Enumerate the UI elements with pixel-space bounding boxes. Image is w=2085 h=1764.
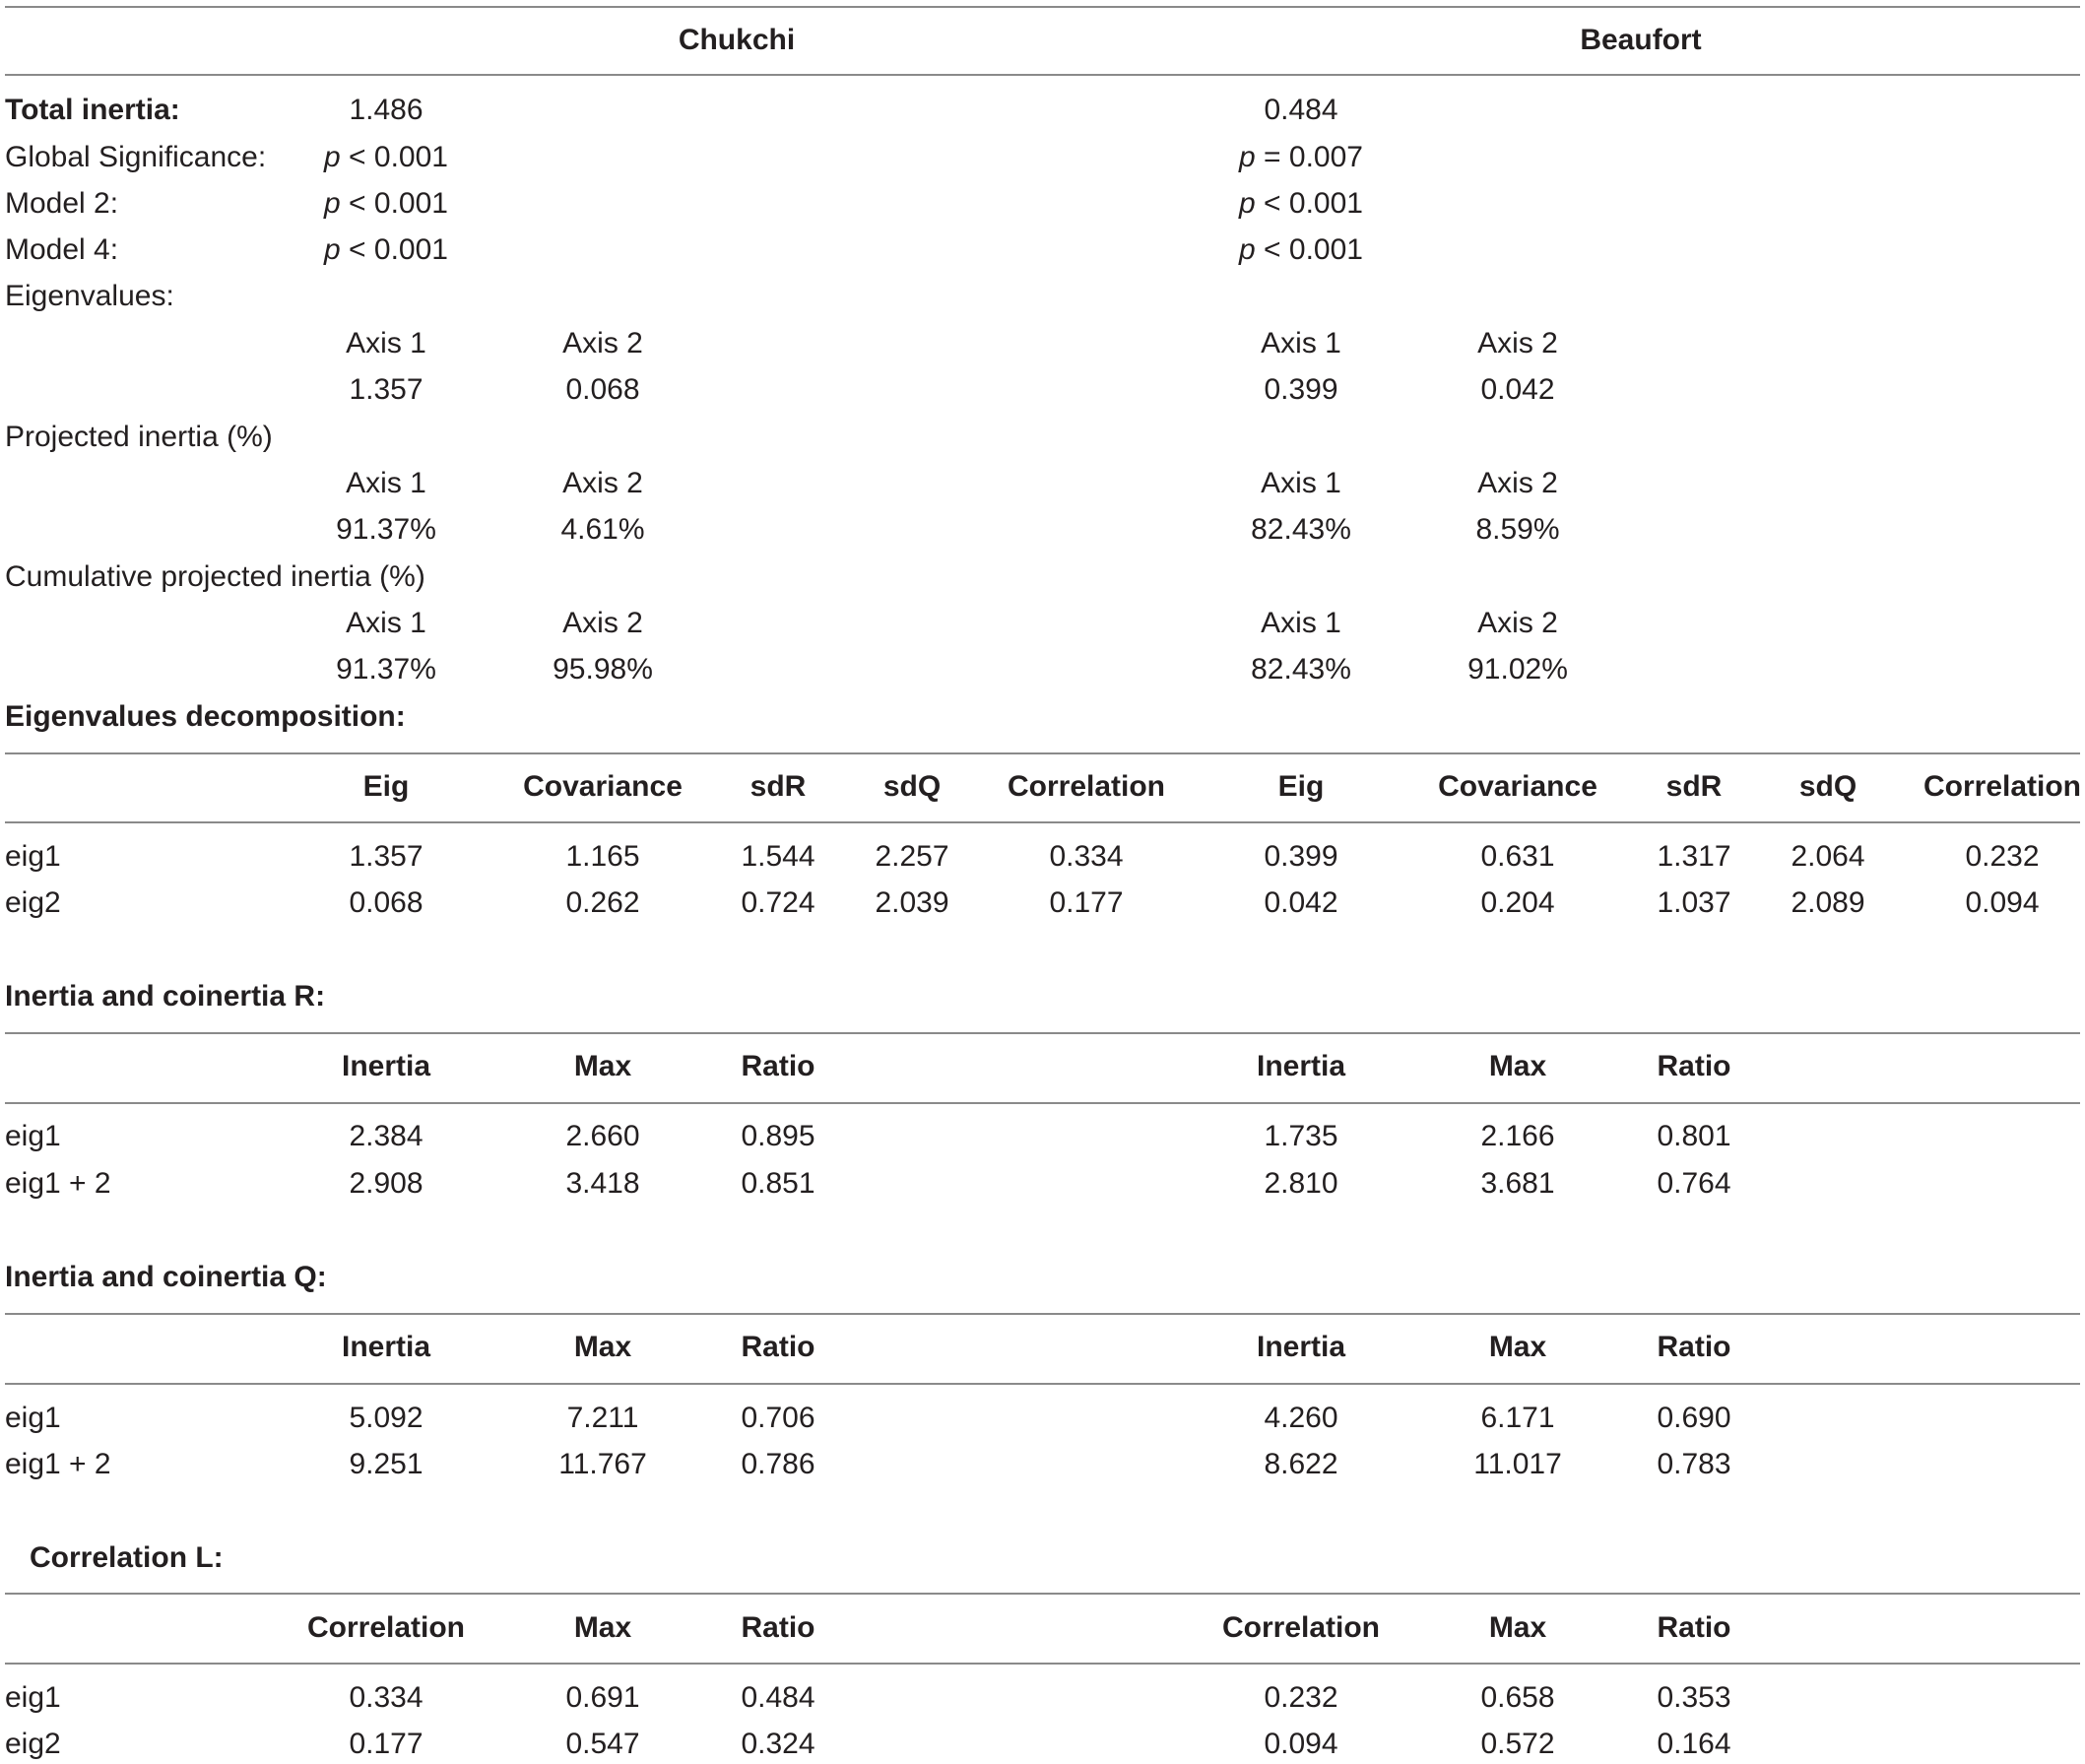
table-cell: 0.399 [1264, 840, 1338, 873]
table-cell: 9.251 [349, 1448, 424, 1480]
correlation-l-title: Correlation L: [30, 1541, 224, 1574]
p-symbol: p [324, 187, 341, 220]
correlation-l-header: Correlation [306, 1611, 466, 1644]
row-label: eig1 [5, 1402, 61, 1434]
inertia-r-header: Max [573, 1050, 632, 1082]
table-cell: 3.418 [565, 1167, 640, 1200]
inertia-r-top-rule [5, 1032, 2080, 1034]
eig-decomp-header: Correlation [1922, 770, 2082, 803]
table-cell: 2.257 [875, 840, 949, 873]
projected-beaufort-value2: 8.59% [1475, 513, 1560, 546]
table-cell: 0.353 [1657, 1681, 1731, 1714]
table-cell: 11.767 [558, 1448, 647, 1480]
total-inertia-label: Total inertia: [5, 94, 180, 126]
row-label: eig1 + 2 [5, 1448, 111, 1480]
table-cell: 0.042 [1264, 886, 1338, 919]
table-cell: 1.037 [1657, 886, 1731, 919]
table-cell: 0.801 [1657, 1120, 1731, 1152]
eig-decomp-header: sdQ [882, 770, 942, 803]
cumulative-beaufort-axis1: Axis 1 [1261, 607, 1341, 639]
eig-decomp-header: Eig [1277, 770, 1325, 803]
eig-decomp-header: Covariance [523, 770, 683, 803]
inertia-q-header: Max [1488, 1331, 1547, 1363]
p-symbol: p [1239, 233, 1256, 266]
projected-chukchi-value1: 91.37% [336, 513, 436, 546]
cumulative-chukchi-axis1: Axis 1 [346, 607, 426, 639]
table-cell: 0.547 [565, 1728, 640, 1760]
table-cell: 4.260 [1264, 1402, 1338, 1434]
row-label: eig2 [5, 886, 61, 919]
table-cell: 8.622 [1264, 1448, 1338, 1480]
inertia-r-header: Ratio [741, 1050, 815, 1082]
inertia-q-header: Ratio [741, 1331, 815, 1363]
total-inertia-beaufort: 0.484 [1264, 94, 1338, 126]
table-cell: 0.631 [1480, 840, 1555, 873]
table-cell: 2.039 [875, 886, 949, 919]
table-cell: 0.895 [741, 1120, 815, 1152]
row-label: eig1 [5, 1681, 61, 1714]
table-cell: 0.164 [1657, 1728, 1731, 1760]
table-cell: 2.660 [565, 1120, 640, 1152]
table-cell: 0.204 [1480, 886, 1555, 919]
table-cell: 2.064 [1791, 840, 1865, 873]
row-label: eig1 [5, 840, 61, 873]
table-cell: 2.908 [349, 1167, 424, 1200]
eigenvalues-beaufort-value2: 0.042 [1480, 373, 1555, 406]
cumulative-chukchi-value2: 95.98% [553, 653, 653, 686]
header-rule [5, 74, 2080, 76]
inertia-r-header-rule [5, 1102, 2080, 1104]
table-cell: 11.017 [1473, 1448, 1562, 1480]
cumulative-chukchi-value1: 91.37% [336, 653, 436, 686]
inertia-q-title: Inertia and coinertia Q: [5, 1261, 327, 1293]
table-cell: 0.334 [349, 1681, 424, 1714]
table-cell: 2.384 [349, 1120, 424, 1152]
table-cell: 0.691 [565, 1681, 640, 1714]
model4-label: Model 4: [5, 233, 119, 266]
inertia-q-header: Inertia [341, 1331, 431, 1363]
table-cell: 0.232 [1264, 1681, 1338, 1714]
group-header-beaufort: Beaufort [1580, 24, 1702, 56]
table-cell: 3.681 [1480, 1167, 1555, 1200]
table-cell: 0.262 [565, 886, 640, 919]
top-rule [5, 6, 2080, 8]
projected-chukchi-axis2: Axis 2 [562, 467, 643, 499]
inertia-q-header: Inertia [1256, 1331, 1346, 1363]
eigenvalues-chukchi-value1: 1.357 [349, 373, 424, 406]
total-inertia-chukchi: 1.486 [349, 94, 424, 126]
correlation-l-header: Max [1488, 1611, 1547, 1644]
inertia-r-title: Inertia and coinertia R: [5, 980, 326, 1013]
table-cell: 0.690 [1657, 1402, 1731, 1434]
p-value: < 0.001 [340, 187, 448, 220]
table-cell: 0.764 [1657, 1167, 1731, 1200]
group-header-chukchi: Chukchi [678, 24, 796, 56]
table-cell: 0.724 [741, 886, 815, 919]
table-cell: 0.068 [349, 886, 424, 919]
eig-decomp-header-rule [5, 821, 2080, 823]
projected-beaufort-value1: 82.43% [1251, 513, 1351, 546]
eig-decomp-top-rule [5, 752, 2080, 754]
eig-decomp-header: Correlation [1007, 770, 1166, 803]
inertia-r-header: Inertia [1256, 1050, 1346, 1082]
eig-decomp-header: Covariance [1438, 770, 1597, 803]
cumulative-beaufort-axis2: Axis 2 [1477, 607, 1558, 639]
p-value: = 0.007 [1255, 141, 1363, 173]
table-cell: 1.357 [349, 840, 424, 873]
table-cell: 0.658 [1480, 1681, 1555, 1714]
cumulative-inertia-label: Cumulative projected inertia (%) [5, 560, 425, 593]
global-sig-chukchi [324, 141, 448, 174]
model4-chukchi [324, 233, 448, 267]
table-cell: 1.735 [1264, 1120, 1338, 1152]
projected-chukchi-axis1: Axis 1 [346, 467, 426, 499]
row-label: eig1 [5, 1120, 61, 1152]
correlation-l-header: Ratio [741, 1611, 815, 1644]
global-sig-beaufort [1239, 141, 1363, 174]
table-cell: 2.166 [1480, 1120, 1555, 1152]
eigenvalues-beaufort-axis2: Axis 2 [1477, 327, 1558, 359]
table-cell: 0.706 [741, 1402, 815, 1434]
table-cell: 5.092 [349, 1402, 424, 1434]
model4-beaufort [1239, 233, 1363, 267]
table-cell: 0.177 [1049, 886, 1124, 919]
p-value: < 0.001 [340, 233, 448, 266]
row-label: eig2 [5, 1728, 61, 1760]
eigenvalues-chukchi-axis2: Axis 2 [562, 327, 643, 359]
p-value: < 0.001 [340, 141, 448, 173]
eigenvalues-chukchi-axis1: Axis 1 [346, 327, 426, 359]
inertia-q-header: Ratio [1657, 1331, 1731, 1363]
p-value: < 0.001 [1255, 187, 1363, 220]
projected-beaufort-axis2: Axis 2 [1477, 467, 1558, 499]
p-value: < 0.001 [1255, 233, 1363, 266]
table-cell: 2.089 [1791, 886, 1865, 919]
table-cell: 0.484 [741, 1681, 815, 1714]
table-cell: 1.165 [565, 840, 640, 873]
inertia-r-header: Ratio [1657, 1050, 1731, 1082]
table-cell: 0.094 [1264, 1728, 1338, 1760]
eigenvalues-label: Eigenvalues: [5, 280, 174, 312]
model2-beaufort [1239, 187, 1363, 221]
p-symbol: p [1239, 187, 1256, 220]
table-cell: 0.324 [741, 1728, 815, 1760]
eig-decomp-header: sdQ [1798, 770, 1857, 803]
table-cell: 0.786 [741, 1448, 815, 1480]
eig-decomp-header: sdR [749, 770, 807, 803]
inertia-q-header-rule [5, 1383, 2080, 1385]
table-cell: 7.211 [566, 1402, 639, 1434]
cumulative-beaufort-value1: 82.43% [1251, 653, 1351, 686]
table-cell: 0.572 [1480, 1728, 1555, 1760]
inertia-q-top-rule [5, 1313, 2080, 1315]
table-cell: 6.171 [1480, 1402, 1555, 1434]
table-cell: 0.334 [1049, 840, 1124, 873]
global-sig-label: Global Significance: [5, 141, 267, 173]
eigenvalues-chukchi-value2: 0.068 [565, 373, 640, 406]
eigenvalues-beaufort-axis1: Axis 1 [1261, 327, 1341, 359]
inertia-r-header: Inertia [341, 1050, 431, 1082]
table-cell: 0.851 [741, 1167, 815, 1200]
cumulative-beaufort-value2: 91.02% [1467, 653, 1568, 686]
projected-chukchi-value2: 4.61% [560, 513, 645, 546]
p-symbol: p [1239, 141, 1256, 173]
eig-decomp-header: Eig [362, 770, 410, 803]
correlation-l-header: Ratio [1657, 1611, 1731, 1644]
eig-decomp-title: Eigenvalues decomposition: [5, 700, 406, 733]
projected-beaufort-axis1: Axis 1 [1261, 467, 1341, 499]
model2-chukchi [324, 187, 448, 221]
table-cell: 1.544 [741, 840, 815, 873]
eigenvalues-beaufort-value1: 0.399 [1264, 373, 1338, 406]
table-cell: 0.783 [1657, 1448, 1731, 1480]
table-cell: 0.094 [1965, 886, 2040, 919]
correlation-l-header: Max [573, 1611, 632, 1644]
row-label: eig1 + 2 [5, 1167, 111, 1200]
p-symbol: p [324, 233, 341, 266]
projected-inertia-label: Projected inertia (%) [5, 421, 273, 453]
p-symbol: p [324, 141, 341, 173]
correlation-l-header-rule [5, 1663, 2080, 1665]
table-cell: 0.177 [349, 1728, 424, 1760]
model2-label: Model 2: [5, 187, 119, 220]
correlation-l-header: Correlation [1221, 1611, 1381, 1644]
correlation-l-top-rule [5, 1593, 2080, 1595]
cumulative-chukchi-axis2: Axis 2 [562, 607, 643, 639]
table-cell: 0.232 [1965, 840, 2040, 873]
inertia-q-header: Max [573, 1331, 632, 1363]
eig-decomp-header: sdR [1665, 770, 1723, 803]
inertia-r-header: Max [1488, 1050, 1547, 1082]
table-cell: 2.810 [1264, 1167, 1338, 1200]
table-cell: 1.317 [1657, 840, 1731, 873]
